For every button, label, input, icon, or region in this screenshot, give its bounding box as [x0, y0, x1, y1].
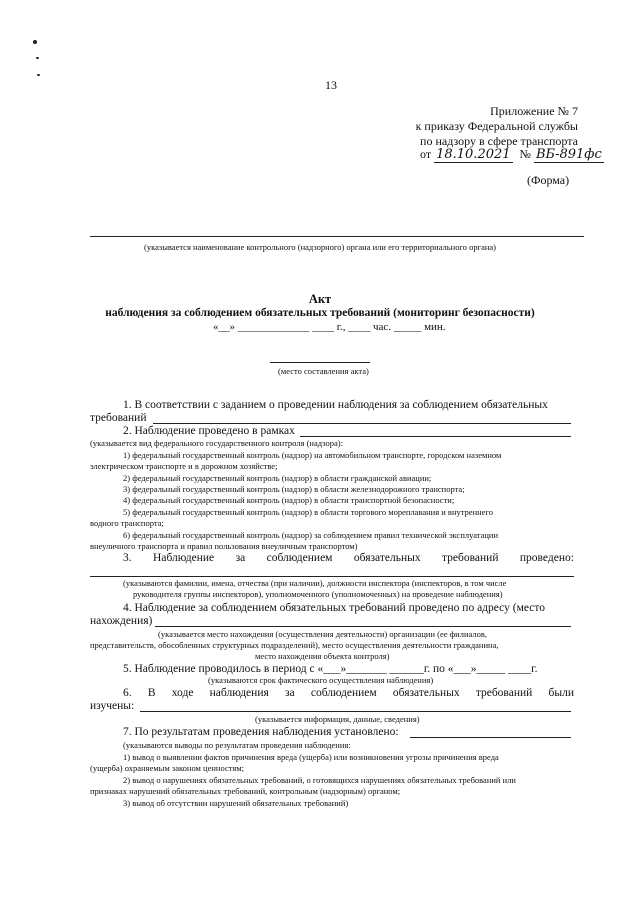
p2-item: 4) федеральный государственный контроль (надзор) в области транспортной безопасности; [123, 495, 455, 505]
form-label: (Форма) [527, 173, 570, 187]
p2-item: 2) федеральный государственный контроль (надзор) в области гражданской авиации; [123, 473, 432, 483]
p3-word: проведено: [519, 552, 574, 564]
handwritten-date: 18.10.2021 [436, 147, 511, 162]
order-line: к приказу Федеральной службы [415, 119, 578, 133]
p2-item: 5) федеральный государственный контроль (надзор) в области торгового мореплавания и внутреннего [123, 507, 493, 517]
p7-item: признаках нарушений обязательных требований, контрольным (надзорным) органом; [90, 786, 401, 796]
place-line [270, 362, 370, 363]
handwritten-number: ВБ-891фс [535, 147, 602, 162]
p2-fill-line [300, 436, 571, 437]
page-number: 13 [325, 78, 337, 92]
p4-caption: место нахождения объекта контроля) [255, 651, 390, 661]
order-date-row [420, 147, 604, 162]
p6-word: наблюдения [209, 687, 269, 699]
p7-fill-line [410, 737, 571, 738]
p2-item: 3) федеральный государственный контроль (надзор) в области железнодорожного транспорта; [123, 484, 465, 494]
p6-fill-line [140, 711, 571, 712]
p3-caption: (указываются фамилии, имена, отчества (при наличии), должности инспектора (инспекторов, в том числе [123, 578, 507, 588]
p7-item: (ущерба) охраняемым законом ценностям; [90, 763, 244, 773]
act-date-line: «__» _____________ ____ г., ____ час. _____ мин. [213, 321, 446, 333]
p6-line [123, 687, 574, 700]
p7-item: 2) вывод о нарушениях обязательных требований, о готовящихся нарушениях обязательных требований или [123, 775, 516, 785]
p3-fill-line [90, 576, 574, 577]
p4-line-b: нахождения) [90, 615, 153, 627]
p2-item: водного транспорта; [90, 518, 164, 528]
p4-line-a: 4. Наблюдение за соблюдением обязательных требований проведено по адресу (место [123, 602, 545, 614]
p3-caption: руководителя группы инспекторов), уполномоченного (уполномоченных) на проведение наблюдения) [133, 589, 503, 599]
p6-word: 6. [123, 687, 132, 699]
p5-line: 5. Наблюдение проводилось в период с «___»_______ ______г. по «___»_____ ____г. [123, 663, 538, 675]
p2-item: электрическом транспорте и в дорожном хозяйстве; [90, 461, 278, 471]
from-label: от [420, 147, 432, 161]
p6-line-b: изучены: [90, 700, 135, 712]
p2-caption: (указывается вид федерального государственного контроля (надзора): [90, 438, 343, 448]
p7-line-a: 7. По результатам проведения наблюдения установлено: [123, 726, 399, 738]
org-caption: (указывается наименование контрольного (надзорного) органа или его территориального органа) [143, 242, 497, 252]
scan-speck [36, 57, 39, 59]
scan-speck [37, 74, 40, 76]
act-subtitle: наблюдения за соблюдением обязательных требований (мониторинг безопасности) [105, 307, 535, 319]
service-line: по надзору в сфере транспорта [420, 134, 578, 148]
p6-word: за [284, 687, 295, 699]
place-caption: (место составления акта) [278, 366, 369, 376]
p5-caption: (указываются срок фактического осуществления наблюдения) [208, 675, 434, 685]
p7-item: 3) вывод об отсутствии нарушений обязательных требований) [123, 798, 349, 808]
scan-speck [33, 40, 37, 44]
p2-item: 1) федеральный государственный контроль (надзор) на автомобильном транспорте, городском наземном [123, 450, 502, 460]
p3-word: 3. [123, 552, 132, 564]
p2-item: 6) федеральный государственный контроль (надзор) за соблюдением правил технической эксплуатации [123, 530, 499, 540]
p6-word: ходе [171, 687, 194, 699]
p3-word: Наблюдение [153, 552, 215, 564]
p6-word: были [548, 687, 574, 699]
p1-line-a: 1. В соответствии с заданием о проведении наблюдения за соблюдением обязательных [123, 399, 548, 411]
p7-caption: (указываются выводы по результатам проведения наблюдения: [123, 740, 351, 750]
p6-word: В [147, 687, 156, 699]
p3-word: требований [442, 552, 499, 564]
act-title: Акт [308, 292, 332, 306]
p3-word: за [235, 552, 246, 564]
org-name-line [90, 236, 584, 237]
p6-word: соблюдением [310, 687, 377, 699]
number-label: № [519, 147, 531, 161]
p6-caption: (указывается информация, данные, сведения) [255, 714, 420, 724]
p1-fill-line [153, 423, 571, 424]
p4-caption: (указывается место нахождения (осуществления деятельности) организации (ее филиалов, [158, 629, 487, 639]
p3-line [123, 552, 574, 565]
p2-item: внеуличного транспорта и правил пользования внеуличным транспортом) [90, 541, 358, 551]
appendix-label: Приложение № 7 [490, 104, 578, 118]
p1-line-b: требований [90, 412, 147, 424]
p4-fill-line [155, 626, 571, 627]
p4-caption: представительств, обособленных структурных подразделений), место осуществления деятельности гражданина, [90, 640, 499, 650]
p3-word: обязательных [353, 552, 421, 564]
p3-word: соблюдением [266, 552, 333, 564]
p7-item: 1) вывод о выявлении фактов причинения вреда (ущерба) или возникновения угрозы причинения вреда [123, 752, 499, 762]
p6-word: требований [475, 687, 533, 699]
p6-word: обязательных [392, 687, 460, 699]
p2-line-a: 2. Наблюдение проведено в рамках [123, 425, 295, 437]
